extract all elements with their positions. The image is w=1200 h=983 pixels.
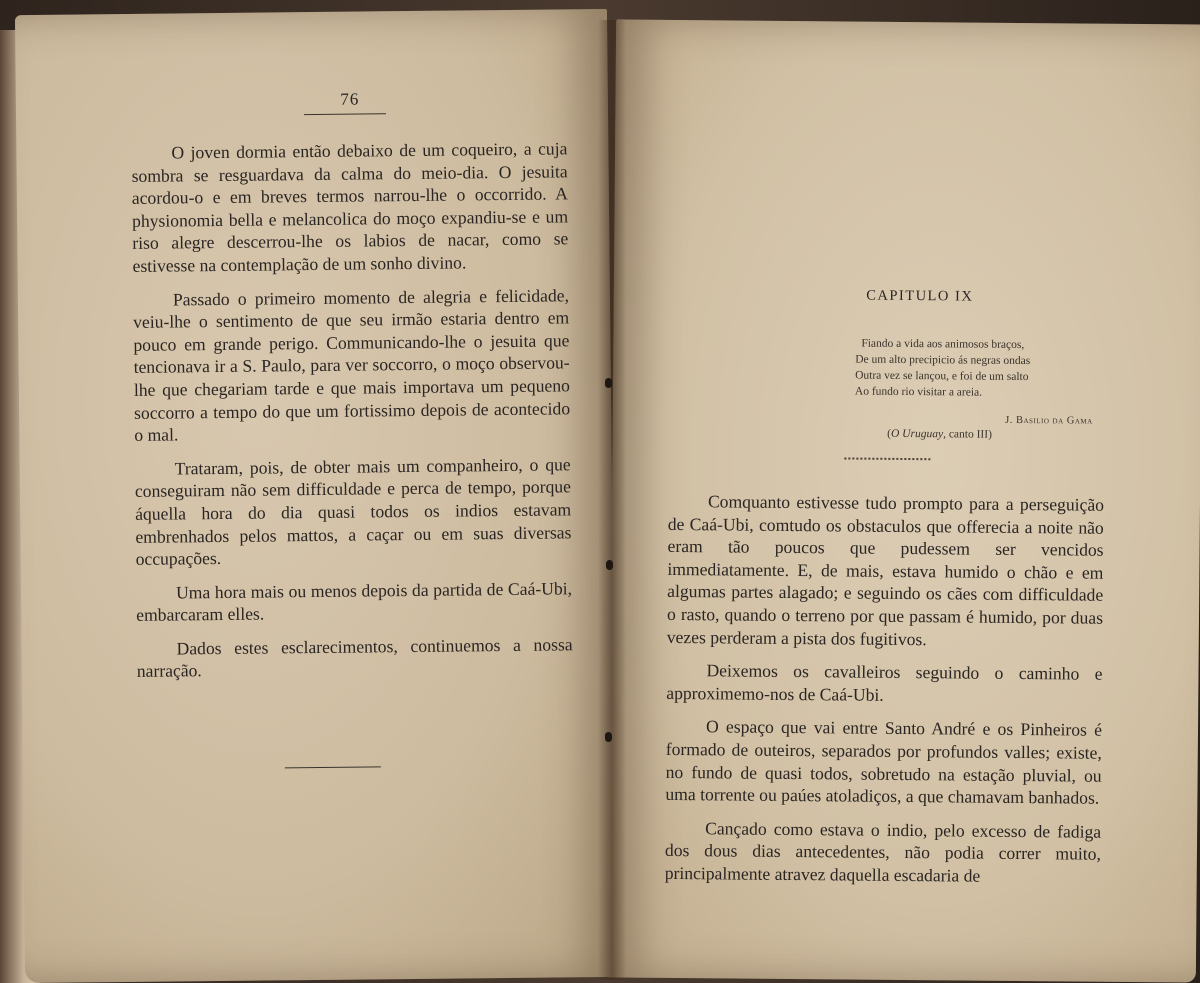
paragraph: Dados estes esclarecimentos, continuemos a nossa narração. (136, 634, 573, 682)
binding-stitch (606, 560, 613, 570)
epigraph (854, 336, 1092, 402)
chapter-heading: CAPITULO IX (866, 287, 974, 305)
paragraph: Deixemos os cavalleiros seguindo o caminho e approximemo-nos de Caá-Ubi. (666, 660, 1103, 705)
left-page-text (131, 137, 573, 694)
page-number-rule (304, 113, 386, 115)
ornament-rule (844, 457, 930, 460)
page-number: 76 (340, 89, 360, 109)
paragraph: Passado o primeiro momento de alegria e felicidade, veiu-lhe o sentimento de que seu irmão estaria dentro em pouco em grande perigo. Communicando-lhe o jesuita que tencionava ir a S. Paulo, para ver soccorro, o moço observou-lhe que chegariam tarde e que mais importava um pequeno soccorro a tempo do que um fortissimo depois de acontecido o mal. (133, 284, 571, 446)
epigraph-author: J. Basilio da Gama (1005, 414, 1093, 427)
paragraph: O joven dormia então debaixo de um coqueiro, a cuja sombra se resguardava da calma do meio-dia. O jesuita acordou-o e em breves termos narrou-lhe o occorrido. A physionomia bella e melancolica do moço expandiu-se e um riso alegre descerrou-lhe os labios de nacar, como se estivesse na contemplação de um sonho divino. (131, 138, 569, 276)
left-page (15, 9, 617, 983)
paragraph: Uma hora mais ou menos depois da partida de Caá-Ubi, embarcaram elles. (136, 578, 573, 626)
epigraph-line: Outra vez se lançou, e foi de um salto (855, 369, 1029, 384)
epigraph-line: Ao fundo rio visitar a areia. (854, 385, 983, 399)
epigraph-source: (O Uruguay, canto III) (887, 427, 993, 441)
right-page (608, 19, 1200, 982)
paragraph: Trataram, pois, de obter mais um companheiro, o que conseguiram não sem difficuldade e perca de tempo, porque áquella hora do dia quasi todos os indios estavam embrenhados pelos mattos, a caçar ou em suas diversas occupações. (134, 454, 572, 569)
binding-stitch (605, 732, 612, 742)
book-gutter (598, 20, 626, 980)
binding-stitch (605, 378, 612, 388)
paragraph: O espaço que vai entre Santo André e os Pinheiros é formado de outeiros, separados por profundos valles; existe, no fundo de quasi todos, sobretudo na estação pluvial, ou uma torrente ou paúes atoladiços, a que chamavam banhados. (665, 716, 1103, 808)
epigraph-line: Fiando a vida aos animosos braços, (861, 337, 1025, 352)
paragraph: Cançado como estava o indio, pelo excesso de fadiga dos dous dias antecedentes, não podia correr muito, principalmente atravez daquella escadaria de (664, 817, 1102, 886)
right-page-text (665, 490, 1105, 899)
section-end-rule (285, 766, 381, 768)
epigraph-line: De um alto precipicio ás negras ondas (855, 353, 1031, 368)
epigraph-source-suffix: , canto III (943, 428, 989, 441)
epigraph-source-title: O Uruguay (890, 427, 944, 441)
paragraph: Comquanto estivesse tudo prompto para a perseguição de Caá-Ubi, comtudo os obstaculos que offerecia a noite não eram tão poucos que pudessem ser vencidos immediatamente. E, de mais, estava humido o chão e em algumas partes alagado; e seguindo os cães com difficuldade o rasto, quando o terreno por que passam é humido, por duas vezes perderam a pista dos fugitivos. (666, 491, 1105, 649)
